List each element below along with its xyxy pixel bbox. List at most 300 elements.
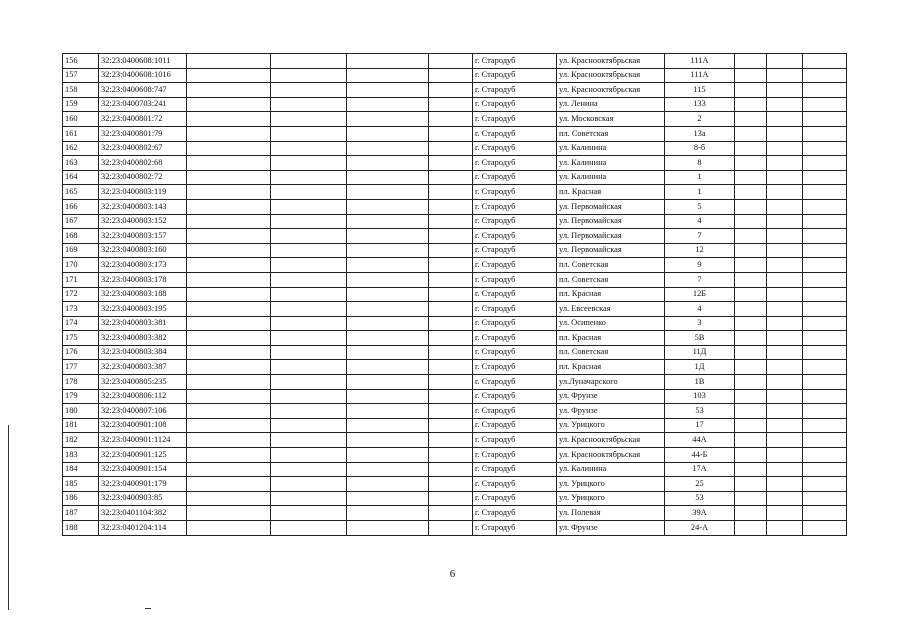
table-row	[63, 302, 847, 317]
empty-cell	[429, 302, 473, 317]
empty-cell	[767, 68, 803, 83]
city-cell: г. Стародуб	[473, 68, 557, 83]
table-row	[63, 462, 847, 477]
street-cell: ул. Полевая	[557, 506, 665, 521]
empty-cell	[187, 506, 271, 521]
empty-cell	[271, 243, 347, 258]
row-number: 187	[63, 506, 99, 521]
empty-cell	[803, 491, 847, 506]
empty-cell	[271, 54, 347, 69]
empty-cell	[803, 185, 847, 200]
empty-cell	[347, 433, 429, 448]
empty-cell	[429, 389, 473, 404]
empty-cell	[429, 170, 473, 185]
row-number: 170	[63, 258, 99, 273]
city-cell: г. Стародуб	[473, 316, 557, 331]
empty-cell	[271, 375, 347, 390]
house-cell: 1	[665, 170, 735, 185]
empty-cell	[271, 302, 347, 317]
row-number: 171	[63, 272, 99, 287]
table-row	[63, 229, 847, 244]
row-number: 186	[63, 491, 99, 506]
empty-cell	[767, 54, 803, 69]
street-cell: ул. Калинина	[557, 141, 665, 156]
empty-cell	[347, 418, 429, 433]
empty-cell	[187, 170, 271, 185]
empty-cell	[271, 433, 347, 448]
empty-cell	[429, 243, 473, 258]
empty-cell	[803, 156, 847, 171]
street-cell: пл. Советская	[557, 126, 665, 141]
empty-cell	[735, 243, 767, 258]
house-cell: 13а	[665, 126, 735, 141]
house-cell: 11Д	[665, 345, 735, 360]
table-row	[63, 360, 847, 375]
cadastral-number: 32:23:0400803:160	[99, 243, 187, 258]
city-cell: г. Стародуб	[473, 156, 557, 171]
empty-cell	[347, 170, 429, 185]
empty-cell	[767, 477, 803, 492]
cadastral-number: 32:23:0400803:173	[99, 258, 187, 273]
empty-cell	[767, 448, 803, 463]
empty-cell	[803, 243, 847, 258]
empty-cell	[187, 287, 271, 302]
empty-cell	[347, 185, 429, 200]
empty-cell	[803, 126, 847, 141]
city-cell: г. Стародуб	[473, 97, 557, 112]
street-cell: ул. Краснооктябрьская	[557, 68, 665, 83]
street-cell: ул. Краснооктябрьская	[557, 433, 665, 448]
table-row	[63, 506, 847, 521]
cadastral-number: 32:23:0400803:119	[99, 185, 187, 200]
empty-cell	[187, 243, 271, 258]
empty-cell	[429, 345, 473, 360]
street-cell: ул. Первомайская	[557, 243, 665, 258]
empty-cell	[347, 54, 429, 69]
city-cell: г. Стародуб	[473, 506, 557, 521]
row-number: 167	[63, 214, 99, 229]
empty-cell	[347, 199, 429, 214]
empty-cell	[347, 68, 429, 83]
empty-cell	[347, 214, 429, 229]
row-number: 158	[63, 83, 99, 98]
empty-cell	[429, 375, 473, 390]
empty-cell	[767, 287, 803, 302]
table-row	[63, 316, 847, 331]
cadastral-number: 32:23:0400901:1124	[99, 433, 187, 448]
empty-cell	[803, 506, 847, 521]
empty-cell	[803, 375, 847, 390]
city-cell: г. Стародуб	[473, 331, 557, 346]
city-cell: г. Стародуб	[473, 272, 557, 287]
empty-cell	[767, 462, 803, 477]
row-number: 179	[63, 389, 99, 404]
cadastral-number: 32:23:0400803:143	[99, 199, 187, 214]
street-cell: ул. Калинина	[557, 462, 665, 477]
cadastral-number: 32:23:0400802:68	[99, 156, 187, 171]
cadastral-number: 32:23:0400803:195	[99, 302, 187, 317]
empty-cell	[187, 302, 271, 317]
empty-cell	[187, 97, 271, 112]
city-cell: г. Стародуб	[473, 404, 557, 419]
city-cell: г. Стародуб	[473, 375, 557, 390]
empty-cell	[271, 126, 347, 141]
city-cell: г. Стародуб	[473, 433, 557, 448]
city-cell: г. Стародуб	[473, 462, 557, 477]
cadastral-number: 32:23:0400803:157	[99, 229, 187, 244]
table-row	[63, 389, 847, 404]
city-cell: г. Стародуб	[473, 521, 557, 536]
house-cell: 3	[665, 316, 735, 331]
empty-cell	[429, 112, 473, 127]
empty-cell	[803, 97, 847, 112]
empty-cell	[735, 418, 767, 433]
empty-cell	[187, 448, 271, 463]
empty-cell	[735, 214, 767, 229]
empty-cell	[767, 433, 803, 448]
table-row	[63, 433, 847, 448]
empty-cell	[429, 477, 473, 492]
empty-cell	[429, 506, 473, 521]
row-number: 175	[63, 331, 99, 346]
street-cell: ул. Калинина	[557, 156, 665, 171]
city-cell: г. Стародуб	[473, 170, 557, 185]
house-cell: 103	[665, 389, 735, 404]
cadastral-number: 32:23:0400608:1011	[99, 54, 187, 69]
row-number: 172	[63, 287, 99, 302]
empty-cell	[803, 229, 847, 244]
empty-cell	[429, 126, 473, 141]
empty-cell	[271, 199, 347, 214]
city-cell: г. Стародуб	[473, 141, 557, 156]
empty-cell	[803, 521, 847, 536]
empty-cell	[187, 156, 271, 171]
table-row	[63, 331, 847, 346]
city-cell: г. Стародуб	[473, 345, 557, 360]
city-cell: г. Стародуб	[473, 83, 557, 98]
row-number: 157	[63, 68, 99, 83]
empty-cell	[735, 287, 767, 302]
house-cell: 4	[665, 302, 735, 317]
empty-cell	[429, 83, 473, 98]
row-number: 180	[63, 404, 99, 419]
house-cell: 53	[665, 404, 735, 419]
empty-cell	[271, 287, 347, 302]
city-cell: г. Стародуб	[473, 389, 557, 404]
street-cell: ул. Первомайская	[557, 214, 665, 229]
empty-cell	[347, 331, 429, 346]
empty-cell	[271, 83, 347, 98]
table-row	[63, 199, 847, 214]
table-row	[63, 141, 847, 156]
empty-cell	[429, 229, 473, 244]
empty-cell	[347, 112, 429, 127]
scan-artifact-line	[8, 425, 9, 610]
table-row	[63, 404, 847, 419]
empty-cell	[187, 375, 271, 390]
cadastral-number: 32:23:0400806:112	[99, 389, 187, 404]
row-number: 184	[63, 462, 99, 477]
empty-cell	[187, 214, 271, 229]
city-cell: г. Стародуб	[473, 491, 557, 506]
empty-cell	[735, 345, 767, 360]
empty-cell	[271, 229, 347, 244]
empty-cell	[803, 141, 847, 156]
empty-cell	[767, 258, 803, 273]
empty-cell	[803, 287, 847, 302]
empty-cell	[187, 112, 271, 127]
empty-cell	[735, 229, 767, 244]
empty-cell	[187, 185, 271, 200]
empty-cell	[347, 126, 429, 141]
empty-cell	[735, 506, 767, 521]
empty-cell	[767, 199, 803, 214]
empty-cell	[803, 360, 847, 375]
empty-cell	[735, 83, 767, 98]
cadastral-number: 32:23:0400805:235	[99, 375, 187, 390]
empty-cell	[187, 389, 271, 404]
street-cell: ул. Краснооктябрьская	[557, 54, 665, 69]
empty-cell	[347, 448, 429, 463]
empty-cell	[187, 477, 271, 492]
empty-cell	[271, 214, 347, 229]
empty-cell	[767, 170, 803, 185]
street-cell: пл. Красная	[557, 331, 665, 346]
empty-cell	[803, 404, 847, 419]
house-cell: 17	[665, 418, 735, 433]
empty-cell	[429, 141, 473, 156]
empty-cell	[429, 258, 473, 273]
empty-cell	[767, 141, 803, 156]
empty-cell	[347, 375, 429, 390]
table-row	[63, 97, 847, 112]
table-row	[63, 126, 847, 141]
empty-cell	[271, 258, 347, 273]
empty-cell	[187, 345, 271, 360]
cadastral-number: 32:23:0400901:125	[99, 448, 187, 463]
empty-cell	[271, 404, 347, 419]
empty-cell	[803, 345, 847, 360]
empty-cell	[803, 302, 847, 317]
empty-cell	[187, 418, 271, 433]
house-cell: 12	[665, 243, 735, 258]
city-cell: г. Стародуб	[473, 360, 557, 375]
empty-cell	[767, 302, 803, 317]
house-cell: 5	[665, 199, 735, 214]
empty-cell	[271, 389, 347, 404]
empty-cell	[803, 448, 847, 463]
city-cell: г. Стародуб	[473, 229, 557, 244]
empty-cell	[767, 331, 803, 346]
row-number: 185	[63, 477, 99, 492]
empty-cell	[767, 316, 803, 331]
empty-cell	[803, 433, 847, 448]
empty-cell	[735, 199, 767, 214]
empty-cell	[803, 170, 847, 185]
empty-cell	[271, 477, 347, 492]
house-cell: 4	[665, 214, 735, 229]
empty-cell	[347, 272, 429, 287]
house-cell: 12Б	[665, 287, 735, 302]
empty-cell	[735, 433, 767, 448]
empty-cell	[187, 433, 271, 448]
row-number: 176	[63, 345, 99, 360]
cadastral-number: 32:23:0400901:154	[99, 462, 187, 477]
house-cell: 111А	[665, 54, 735, 69]
empty-cell	[187, 54, 271, 69]
house-cell: 2	[665, 112, 735, 127]
empty-cell	[735, 375, 767, 390]
cadastral-number: 32:23:0400801:79	[99, 126, 187, 141]
empty-cell	[429, 68, 473, 83]
empty-cell	[767, 389, 803, 404]
city-cell: г. Стародуб	[473, 199, 557, 214]
empty-cell	[767, 404, 803, 419]
empty-cell	[187, 68, 271, 83]
scan-artifact-dash	[145, 608, 151, 609]
empty-cell	[271, 97, 347, 112]
registry-table	[62, 53, 847, 536]
row-number: 182	[63, 433, 99, 448]
empty-cell	[271, 345, 347, 360]
empty-cell	[735, 258, 767, 273]
street-cell: ул. Фрунзе	[557, 389, 665, 404]
row-number: 160	[63, 112, 99, 127]
street-cell: пл. Советская	[557, 272, 665, 287]
empty-cell	[429, 331, 473, 346]
house-cell: 44А	[665, 433, 735, 448]
empty-cell	[429, 521, 473, 536]
empty-cell	[735, 185, 767, 200]
empty-cell	[271, 491, 347, 506]
house-cell: 7	[665, 272, 735, 287]
empty-cell	[735, 141, 767, 156]
house-cell: 24-А	[665, 521, 735, 536]
empty-cell	[803, 477, 847, 492]
empty-cell	[735, 477, 767, 492]
cadastral-number: 32:23:0400608:1016	[99, 68, 187, 83]
cadastral-number: 32:23:0400803:152	[99, 214, 187, 229]
street-cell: ул. Урицкого	[557, 477, 665, 492]
cadastral-number: 32:23:0400802:72	[99, 170, 187, 185]
empty-cell	[347, 97, 429, 112]
empty-cell	[803, 199, 847, 214]
empty-cell	[429, 360, 473, 375]
empty-cell	[767, 243, 803, 258]
street-cell: ул. Краснооктябрьская	[557, 83, 665, 98]
empty-cell	[347, 302, 429, 317]
empty-cell	[767, 214, 803, 229]
empty-cell	[271, 506, 347, 521]
empty-cell	[803, 331, 847, 346]
empty-cell	[767, 229, 803, 244]
street-cell: ул. Краснооктябрьская	[557, 448, 665, 463]
table-row	[63, 521, 847, 536]
row-number: 166	[63, 199, 99, 214]
city-cell: г. Стародуб	[473, 258, 557, 273]
house-cell: 111А	[665, 68, 735, 83]
empty-cell	[429, 491, 473, 506]
cadastral-number: 32:23:0400803:384	[99, 345, 187, 360]
empty-cell	[429, 185, 473, 200]
empty-cell	[187, 141, 271, 156]
empty-cell	[767, 97, 803, 112]
house-cell: 1Д	[665, 360, 735, 375]
house-cell: 7	[665, 229, 735, 244]
table-row	[63, 491, 847, 506]
street-cell: ул. Ленина	[557, 97, 665, 112]
empty-cell	[187, 126, 271, 141]
empty-cell	[803, 389, 847, 404]
house-cell: 17А	[665, 462, 735, 477]
empty-cell	[347, 521, 429, 536]
empty-cell	[735, 316, 767, 331]
empty-cell	[803, 214, 847, 229]
empty-cell	[803, 316, 847, 331]
empty-cell	[767, 185, 803, 200]
empty-cell	[187, 360, 271, 375]
empty-cell	[271, 360, 347, 375]
street-cell: пл. Красная	[557, 360, 665, 375]
empty-cell	[767, 112, 803, 127]
street-cell: ул. Фрунзе	[557, 521, 665, 536]
empty-cell	[429, 156, 473, 171]
street-cell: пл. Красная	[557, 287, 665, 302]
table-row	[63, 345, 847, 360]
house-cell: 115	[665, 83, 735, 98]
empty-cell	[187, 521, 271, 536]
city-cell: г. Стародуб	[473, 418, 557, 433]
empty-cell	[735, 156, 767, 171]
empty-cell	[767, 83, 803, 98]
table-row	[63, 418, 847, 433]
empty-cell	[767, 491, 803, 506]
cadastral-number: 32:23:0400803:381	[99, 316, 187, 331]
row-number: 159	[63, 97, 99, 112]
city-cell: г. Стародуб	[473, 214, 557, 229]
table-row	[63, 243, 847, 258]
street-cell: ул. Московская	[557, 112, 665, 127]
empty-cell	[735, 126, 767, 141]
cadastral-number: 32:23:0400801:72	[99, 112, 187, 127]
empty-cell	[347, 506, 429, 521]
table-row	[63, 112, 847, 127]
cadastral-number: 32:23:0401204:114	[99, 521, 187, 536]
row-number: 168	[63, 229, 99, 244]
empty-cell	[735, 170, 767, 185]
empty-cell	[803, 83, 847, 98]
table-row	[63, 477, 847, 492]
empty-cell	[271, 316, 347, 331]
table-row	[63, 448, 847, 463]
empty-cell	[767, 506, 803, 521]
city-cell: г. Стародуб	[473, 448, 557, 463]
empty-cell	[735, 491, 767, 506]
cadastral-number: 32:23:0400802:67	[99, 141, 187, 156]
table-row	[63, 156, 847, 171]
empty-cell	[803, 112, 847, 127]
empty-cell	[735, 272, 767, 287]
empty-cell	[767, 375, 803, 390]
street-cell: ул. Первомайская	[557, 229, 665, 244]
cadastral-number: 32:23:0400803:387	[99, 360, 187, 375]
street-cell: ул. Евсеевская	[557, 302, 665, 317]
empty-cell	[187, 199, 271, 214]
cadastral-number: 32:23:0400901:108	[99, 418, 187, 433]
empty-cell	[347, 156, 429, 171]
empty-cell	[271, 462, 347, 477]
empty-cell	[735, 54, 767, 69]
